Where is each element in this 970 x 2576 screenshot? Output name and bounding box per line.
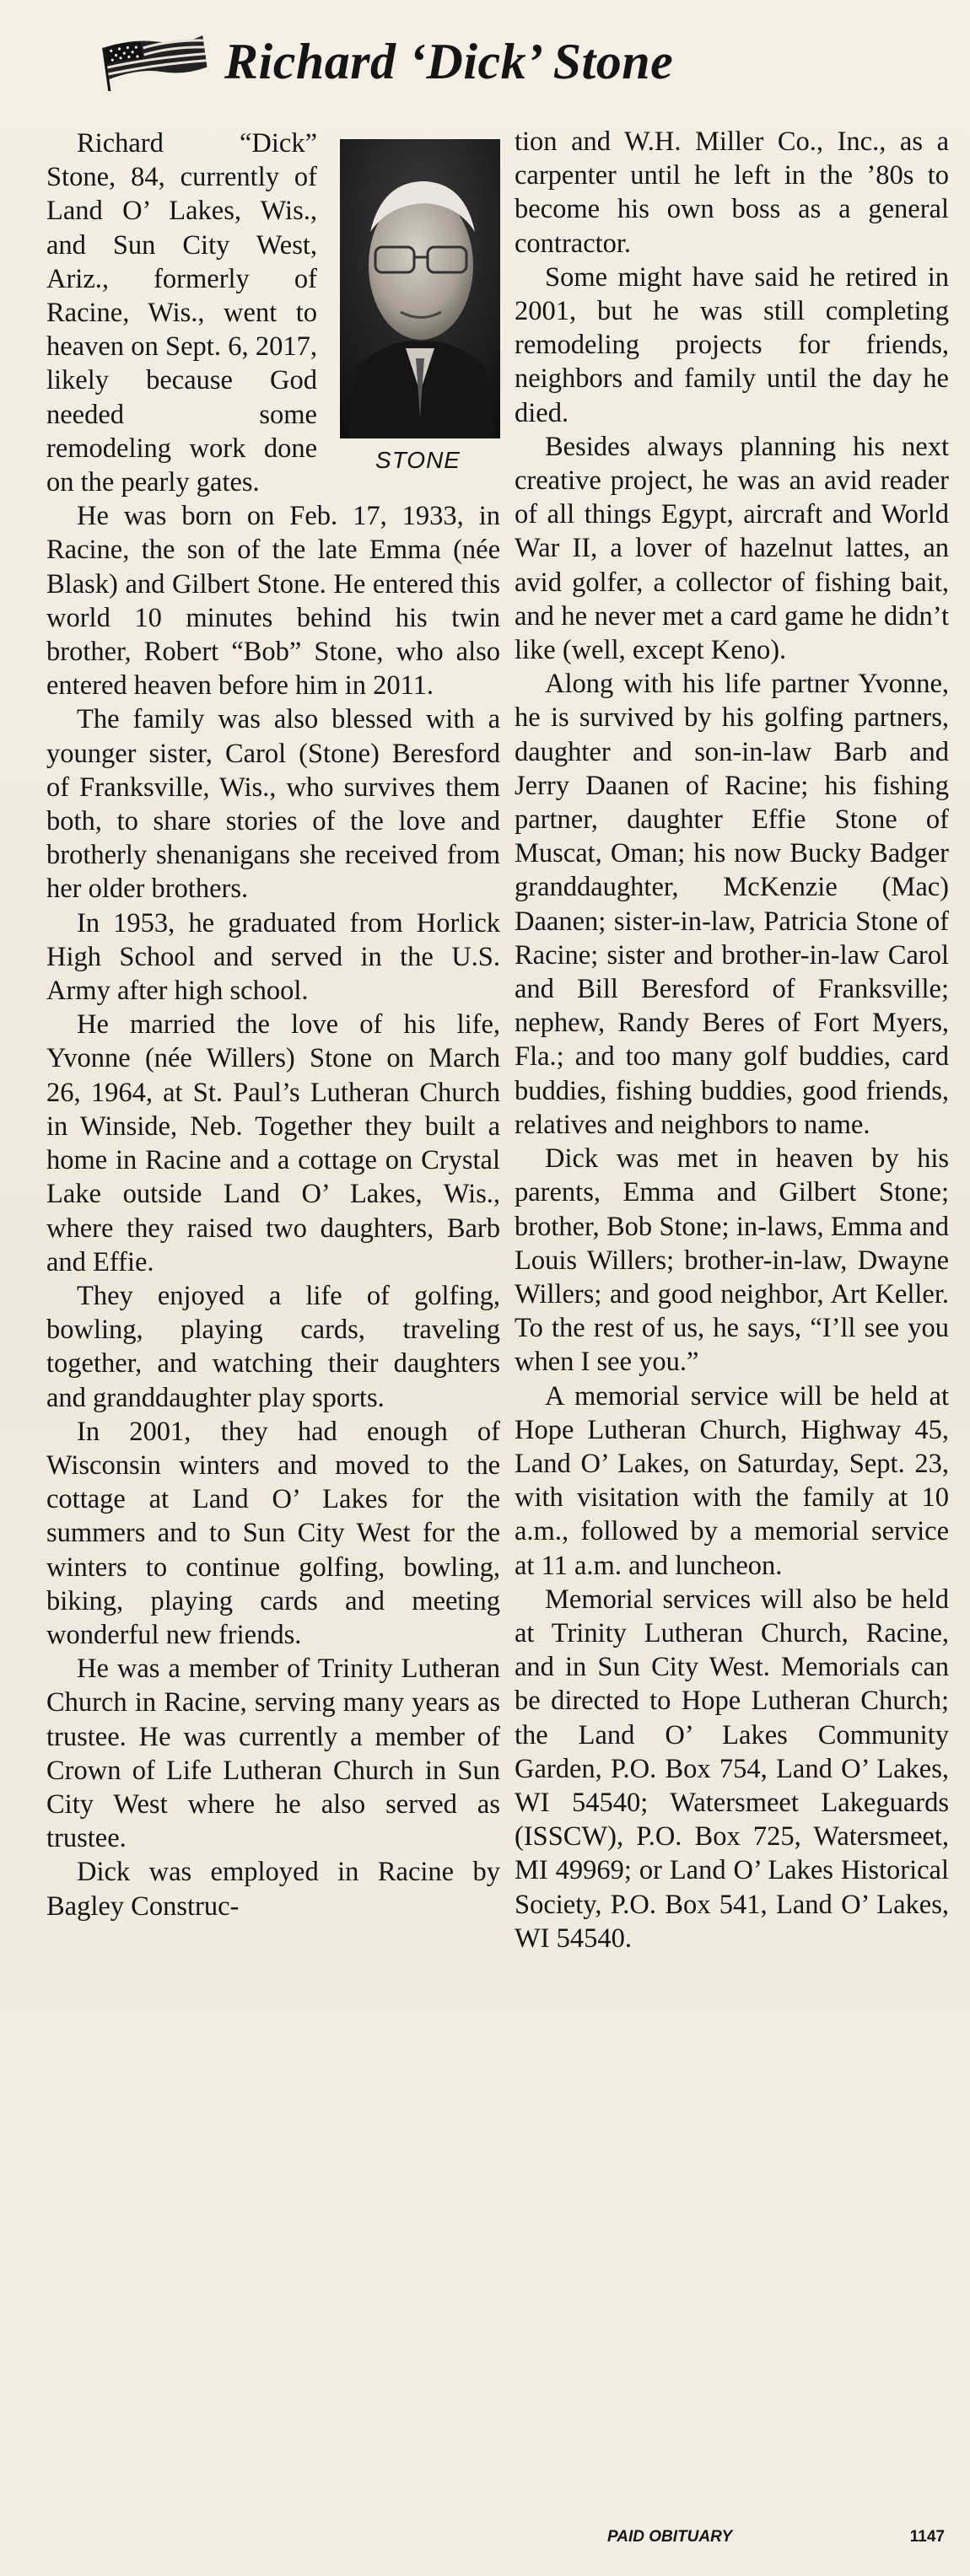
paragraph: In 1953, he graduated from Horlick High School and served in the U.S. Army after high school. (46, 907, 500, 1007)
paid-obituary-label: PAID OBITUARY (607, 2528, 733, 2546)
portrait-figure (336, 139, 500, 482)
text-column-left (46, 126, 500, 1923)
paragraph: tion and W.H. Miller Co., Inc., as a carpenter until he left in the ’80s to become his own boss as a general contractor. (515, 126, 949, 259)
footer-line (607, 2528, 945, 2546)
paragraph: He was a member of Trinity Lutheran Church in Racine, serving many years as trustee. He was currently a member of Crown of Life Lutheran Church in Sun City West where he also served as trustee. (46, 1654, 500, 1854)
paragraph: Richard “Dick” Stone, 84, currently of Land O’ Lakes, Wis., and Sun City West, Ariz., formerly of Racine, Wis., went to heaven on Sept. 6, 2017, likely because God needed some remodeling work done on the pearly gates. (46, 128, 317, 498)
paragraph: In 2001, they had enough of Wisconsin winters and moved to the cottage at Land O’ Lakes for the summers and to Sun City West for the winters to continue golfing, bowling, biking, playing cards and meeting wonderful new friends. (46, 1416, 500, 1650)
paragraph: A memorial service will be held at Hope Lutheran Church, Highway 45, Land O’ Lakes, on Saturday, Sept. 23, with visitation with the family at 10 a.m., followed by a memorial service at 11 a.m. and luncheon. (515, 1380, 949, 1581)
paragraph: Dick was met in heaven by his parents, Emma and Gilbert Stone; brother, Bob Stone; in-laws, Emma and Louis Willers; brother-in-law, Dwayne Willers; and good neighbor, Art Keller. To the rest of us, he says, “I’ll see you when I see you.” (515, 1143, 949, 1378)
paragraph: He was born on Feb. 17, 1933, in Racine, the son of the late Emma (née Blask) and Gilbert Stone. He entered this world 10 minutes behind his twin brother, Robert “Bob” Stone, who also entered heaven before him in 2011. (46, 501, 500, 702)
photo-caption: STONE (375, 447, 461, 473)
paragraph: Along with his life partner Yvonne, he is survived by his golfing partners, daughter and son-in-law Barb and Jerry Daanen of Racine; his fishing partner, daughter Effie Stone of Muscat, Oman; his now Bucky Badger granddaughter, McKenzie (Mac) Daanen; sister-in-law, Patricia Stone of Racine; sister and brother-in-law Carol and Bill Beresford of Franksville; nephew, Randy Beres of Fort Myers, Fla.; and too many golf buddies, card buddies, fishing buddies, good friends, relatives and neighbors to name. (515, 669, 949, 1140)
ad-number: 1147 (909, 2528, 945, 2546)
paragraph: Some might have said he retired in 2001, but he was still completing remodeling projects for friends, neighbors and family until the day he died. (515, 261, 949, 428)
paragraph: Besides always planning his next creative project, he was an avid reader of all things Egypt, aircraft and World War II, a lover of hazelnut lattes, an avid golfer, a collector of fishing bait, and he never met a card game he didn’t like (well, except Keno). (515, 431, 949, 666)
paragraph: Memorial services will also be held at Trinity Lutheran Church, Racine, and in Sun City West. Memorials can be directed to Hope Lutheran Church; the Land O’ Lakes Community Garden, P.O. Box 754, Land O’ Lakes, WI 54540; Watersmeet Lakeguards (ISSCW), P.O. Box 725, Watersmeet, MI 49969; or Land O’ Lakes Historical Society, P.O. Box 541, Land O’ Lakes, WI 54540. (515, 1584, 949, 1954)
text-column-right (515, 125, 949, 1955)
paragraph: Dick was employed in Racine by Bagley Construc- (46, 1857, 500, 1922)
paragraph: They enjoyed a life of golfing, bowling, playing cards, traveling together, and watching their daughters and granddaughter play sports. (46, 1280, 500, 1413)
obituary-title: Richard ‘Dick’ Stone (224, 33, 674, 89)
paragraph: The family was also blessed with a younger sister, Carol (Stone) Beresford of Franksville, Wis., who survives them both, to share stories of the love and brotherly shenanigans she received from her older brothers. (46, 704, 500, 905)
american-flag-icon (101, 32, 211, 91)
obituary-header (101, 24, 673, 99)
portrait-photo (340, 139, 500, 438)
paragraph: He married the love of his life, Yvonne (née Willers) Stone on March 26, 1964, at St. Paul’s Lutheran Church in Winside, Neb. Together they built a home in Racine and a cottage on Crystal Lake outside Land O’ Lakes, Wis., where they raised two daughters, Barb and Effie. (46, 1009, 500, 1277)
